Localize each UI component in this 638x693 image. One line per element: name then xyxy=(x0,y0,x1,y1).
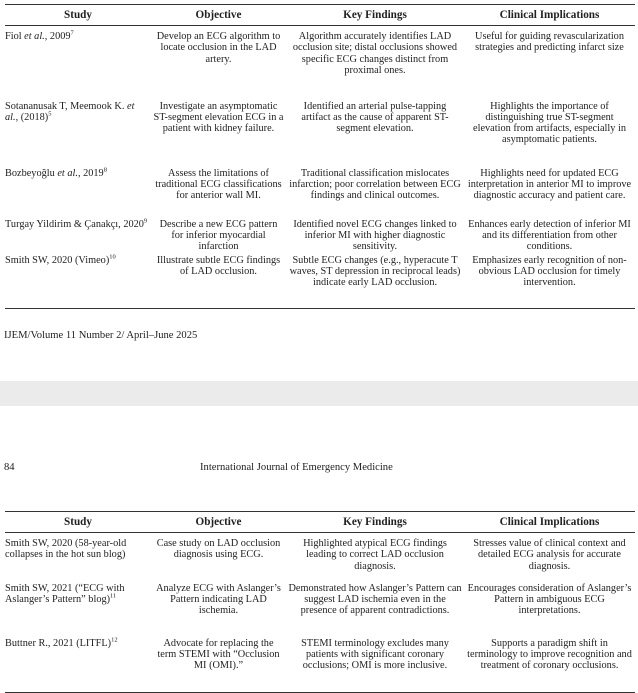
reference-marker: 12 xyxy=(111,636,118,644)
header-study: Study xyxy=(5,512,151,533)
implications-cell: Highlights need for updated ECG interpretation in anterior MI to improve diagnostic accuracy and patient care. xyxy=(467,167,632,202)
study-cell: Smith SW, 2020 (58-year-old collapses in the hot sun blog) xyxy=(5,538,127,561)
study-cell: Buttner R., 2021 (LITFL)$^{12}$ xyxy=(5,635,151,693)
header-clinical-implications: Clinical Implications xyxy=(464,5,635,26)
table-row xyxy=(5,635,635,693)
table-row xyxy=(5,214,635,254)
table-row xyxy=(5,254,635,309)
study-cell: Sotananusak T, Meemook K. et al., $(2018)^5$ xyxy=(5,100,135,123)
implications-cell: Supports a paradigm shift in terminology to improve recognition and treatment of coronary occlusions. xyxy=(464,635,635,693)
implications-cell: Useful for guiding revascularization strategies and predicting infarct size xyxy=(475,31,624,54)
findings-cell: STEMI terminology excludes many patients with significant coronary occlusions; OMI is more inclusive. xyxy=(286,635,464,693)
journal-footer: IJEM/Volume 11 Number 2/ April–June 2025 xyxy=(4,330,198,341)
table-header-row xyxy=(5,5,635,26)
study-cell: Smith SW, 2020 (Vimeo)$^{10}$ xyxy=(5,254,151,309)
findings-cell: Identified an arterial pulse-tapping artifact as the cause of apparent ST-segment elevation. xyxy=(301,100,449,135)
objective-cell: Case study on LAD occlusion diagnosis using ECG. xyxy=(156,538,281,561)
findings-cell: Identified novel ECG changes linked to inferior MI with higher diagnostic sensitivity. xyxy=(293,218,457,253)
reference-marker: 8 xyxy=(103,166,107,174)
objective-cell: Investigate an asymptomatic ST-segment elevation ECG in a patient with kidney failure. xyxy=(153,100,284,135)
header-key-findings: Key Findings xyxy=(286,512,464,533)
literature-table-bottom xyxy=(5,511,635,693)
implications-cell: Enhances early detection of inferior MI and its differentiation from other conditions. xyxy=(468,218,631,253)
study-cell: Turgay Yildirim & Çanakçı, 2020$^9$ xyxy=(5,217,148,230)
findings-cell: Demonstrated how Aslanger’s Pattern can suggest LAD ischemia even in the presence of apparent contradictions. xyxy=(288,582,462,617)
table-row xyxy=(5,26,635,93)
table-header-row xyxy=(5,512,635,533)
table-row xyxy=(5,533,635,580)
objective-cell: Assess the limitations of traditional ECG classifications for anterior wall MI. xyxy=(155,167,282,202)
table-row xyxy=(5,161,635,214)
reference-marker: 9 xyxy=(143,217,148,225)
findings-cell: Traditional classification mislocates infarction; poor correlation between ECG findings and clinical outcomes. xyxy=(289,167,461,202)
implications-cell: Emphasizes early recognition of non-obvious LAD occlusion for timely intervention. xyxy=(464,254,635,309)
reference-marker: 5 xyxy=(48,110,52,118)
implications-cell: Highlights the importance of distinguishing true ST-segment elevation from artifacts, especially in asymptomatic patients. xyxy=(473,100,626,146)
study-cell: Smith SW, 2021 (“ECG with Aslanger’s Pattern” blog)$^{11}$ xyxy=(5,582,125,605)
page-separator xyxy=(0,381,638,406)
findings-cell: Subtle ECG changes (e.g., hyperacute T waves, ST depression in reciprocal leads) indicate early LAD occlusion. xyxy=(286,254,464,309)
table-row xyxy=(5,93,635,161)
header-key-findings: Key Findings xyxy=(286,5,464,26)
page-number: 84 xyxy=(4,462,15,473)
findings-cell: Algorithm accurately identifies LAD occlusion site; distal occlusions showed specific ECG changes distinct from proximal ones. xyxy=(292,31,458,76)
page-84 xyxy=(0,406,638,690)
objective-cell: Develop an ECG algorithm to locate occlusion in the LAD artery. xyxy=(156,31,281,65)
header-clinical-implications: Clinical Implications xyxy=(464,512,635,533)
objective-cell: Advocate for replacing the term STEMI with “Occlusion MI (OMI).” xyxy=(151,635,286,693)
study-cell: Bozbeyoğlu et al., 2019$^8$ xyxy=(5,166,107,179)
study-cell: Fiol et al., 2009$^7$ xyxy=(5,29,74,42)
implications-cell: Stresses value of clinical context and detailed ECG analysis for accurate diagnosis. xyxy=(473,538,626,572)
literature-table-top xyxy=(5,4,635,309)
reference-marker: 11 xyxy=(110,592,117,600)
objective-cell: Analyze ECG with Aslanger’s Pattern indicating LAD ischemia. xyxy=(156,582,281,617)
findings-cell: Highlighted atypical ECG findings leading to correct LAD occlusion diagnosis. xyxy=(303,538,447,572)
objective-cell: Describe a new ECG pattern for inferior myocardial infarction xyxy=(159,218,278,253)
header-objective: Objective xyxy=(151,5,286,26)
table-row xyxy=(5,580,635,635)
objective-cell: Illustrate subtle ECG findings of LAD occlusion. xyxy=(151,254,286,309)
header-study: Study xyxy=(5,5,151,26)
reference-marker: 7 xyxy=(70,29,74,37)
implications-cell: Encourages consideration of Aslanger’s Pattern in ambiguous ECG interpretations. xyxy=(467,582,632,617)
reference-marker: 10 xyxy=(109,253,116,261)
journal-running-title: International Journal of Emergency Medicine xyxy=(200,462,393,473)
header-objective: Objective xyxy=(151,512,286,533)
